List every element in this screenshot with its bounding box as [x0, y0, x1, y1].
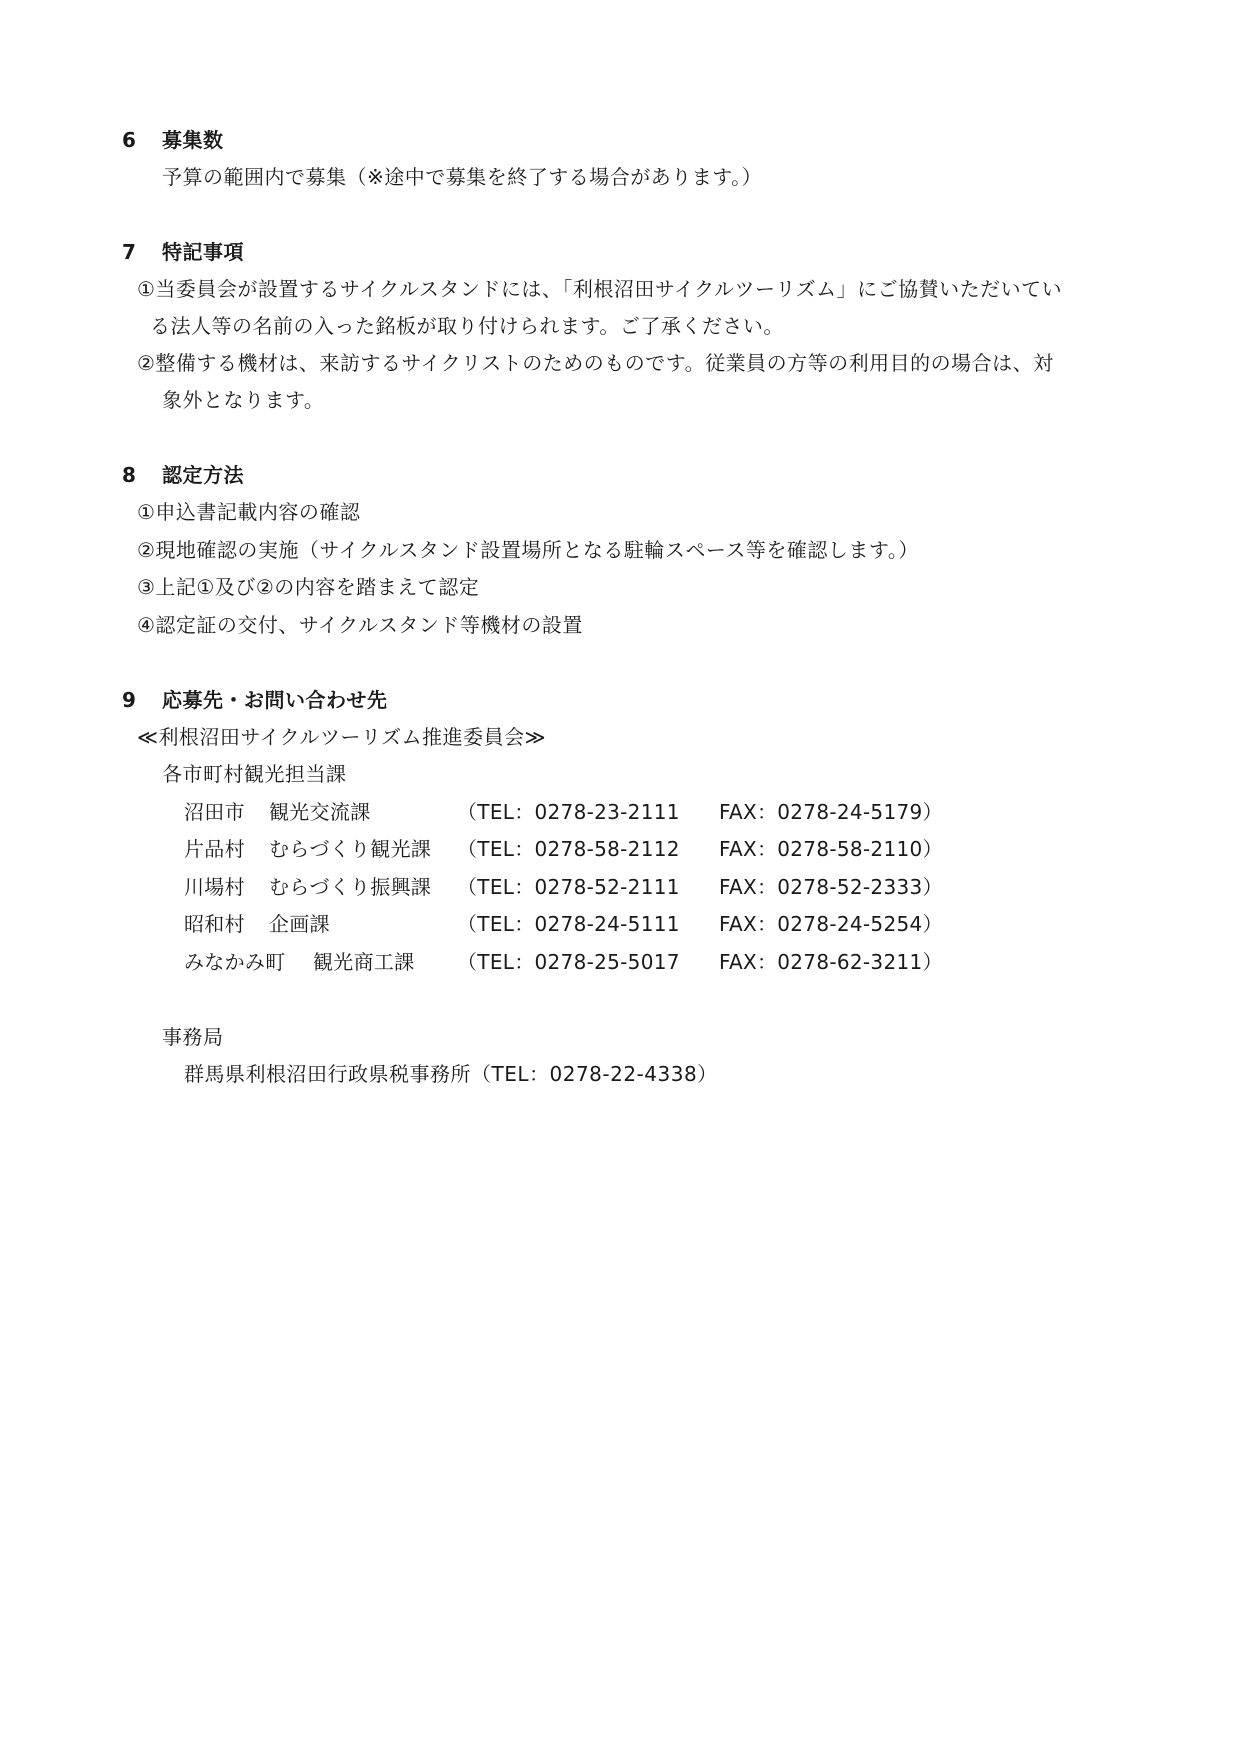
contact-row [184, 949, 984, 975]
section-7-item-1-line-1: ①当委員会が設置するサイクルスタンドには、「利根沼田サイクルツーリズム」にご協賛いただいてい [137, 277, 1063, 301]
section-title: 特記事項 [162, 240, 244, 264]
contact-dept: 観光交流課 [269, 800, 371, 824]
section-7-item-1-line-2: る法人等の名前の入った銘板が取り付けられます。ご了承ください。 [150, 314, 784, 338]
section-6-body: 予算の範囲内で募集（※途中で募集を終了する場合があります。） [162, 165, 763, 189]
contact-dept: 観光商工課 [313, 950, 415, 974]
contact-fax: FAX：0278-58-2110） [719, 837, 943, 861]
division-label: 各市町村観光担当課 [162, 762, 347, 786]
section-7-item-2-line-2: 象外となります。 [162, 388, 325, 412]
contact-org: 昭和村 [184, 912, 245, 936]
contact-row [184, 911, 984, 937]
section-number: 7 [122, 240, 137, 264]
secretariat-contact: 群馬県利根沼田行政県税事務所（TEL：0278-22-4338） [184, 1062, 718, 1086]
contact-org: みなかみ町 [184, 950, 286, 974]
contact-tel: （TEL：0278-58-2112 [457, 837, 680, 861]
section-8-item-3: ③上記①及び②の内容を踏まえて認定 [137, 575, 480, 599]
section-title: 認定方法 [162, 463, 244, 487]
section-title: 募集数 [162, 128, 224, 152]
section-title: 応募先・お問い合わせ先 [162, 688, 388, 712]
contact-org: 片品村 [184, 837, 245, 861]
contact-dept: むらづくり観光課 [269, 837, 432, 861]
section-8-item-2: ②現地確認の実施（サイクルスタンド設置場所となる駐輪スペース等を確認します。） [137, 538, 919, 562]
section-8-heading [122, 462, 244, 488]
contact-dept: 企画課 [269, 912, 330, 936]
section-9-heading [122, 687, 388, 713]
secretariat-label: 事務局 [162, 1025, 224, 1049]
contact-row [184, 836, 984, 862]
contact-tel: （TEL：0278-24-5111 [457, 912, 680, 936]
section-number: 9 [122, 688, 137, 712]
contact-fax: FAX：0278-24-5179） [719, 800, 943, 824]
contact-fax: FAX：0278-52-2333） [719, 875, 943, 899]
contact-dept: むらづくり振興課 [269, 875, 432, 899]
section-7-item-2-line-1: ②整備する機材は、来訪するサイクリストのためのものです。従業員の方等の利用目的の場合は、対 [137, 351, 1054, 375]
contact-row [184, 799, 984, 825]
contact-org: 川場村 [184, 875, 245, 899]
contact-fax: FAX：0278-62-3211） [719, 950, 943, 974]
section-6-heading [122, 127, 224, 153]
contact-fax: FAX：0278-24-5254） [719, 912, 943, 936]
section-8-item-1: ①申込書記載内容の確認 [137, 500, 361, 524]
section-7-heading [122, 239, 244, 265]
contact-tel: （TEL：0278-52-2111 [457, 875, 680, 899]
section-8-item-4: ④認定証の交付、サイクルスタンド等機材の設置 [137, 613, 583, 637]
committee-name: ≪利根沼田サイクルツーリズム推進委員会≫ [137, 725, 547, 749]
contact-tel: （TEL：0278-25-5017 [457, 950, 680, 974]
contact-tel: （TEL：0278-23-2111 [457, 800, 680, 824]
section-number: 8 [122, 463, 137, 487]
contact-org: 沼田市 [184, 800, 245, 824]
section-number: 6 [122, 128, 137, 152]
contact-row [184, 874, 984, 900]
